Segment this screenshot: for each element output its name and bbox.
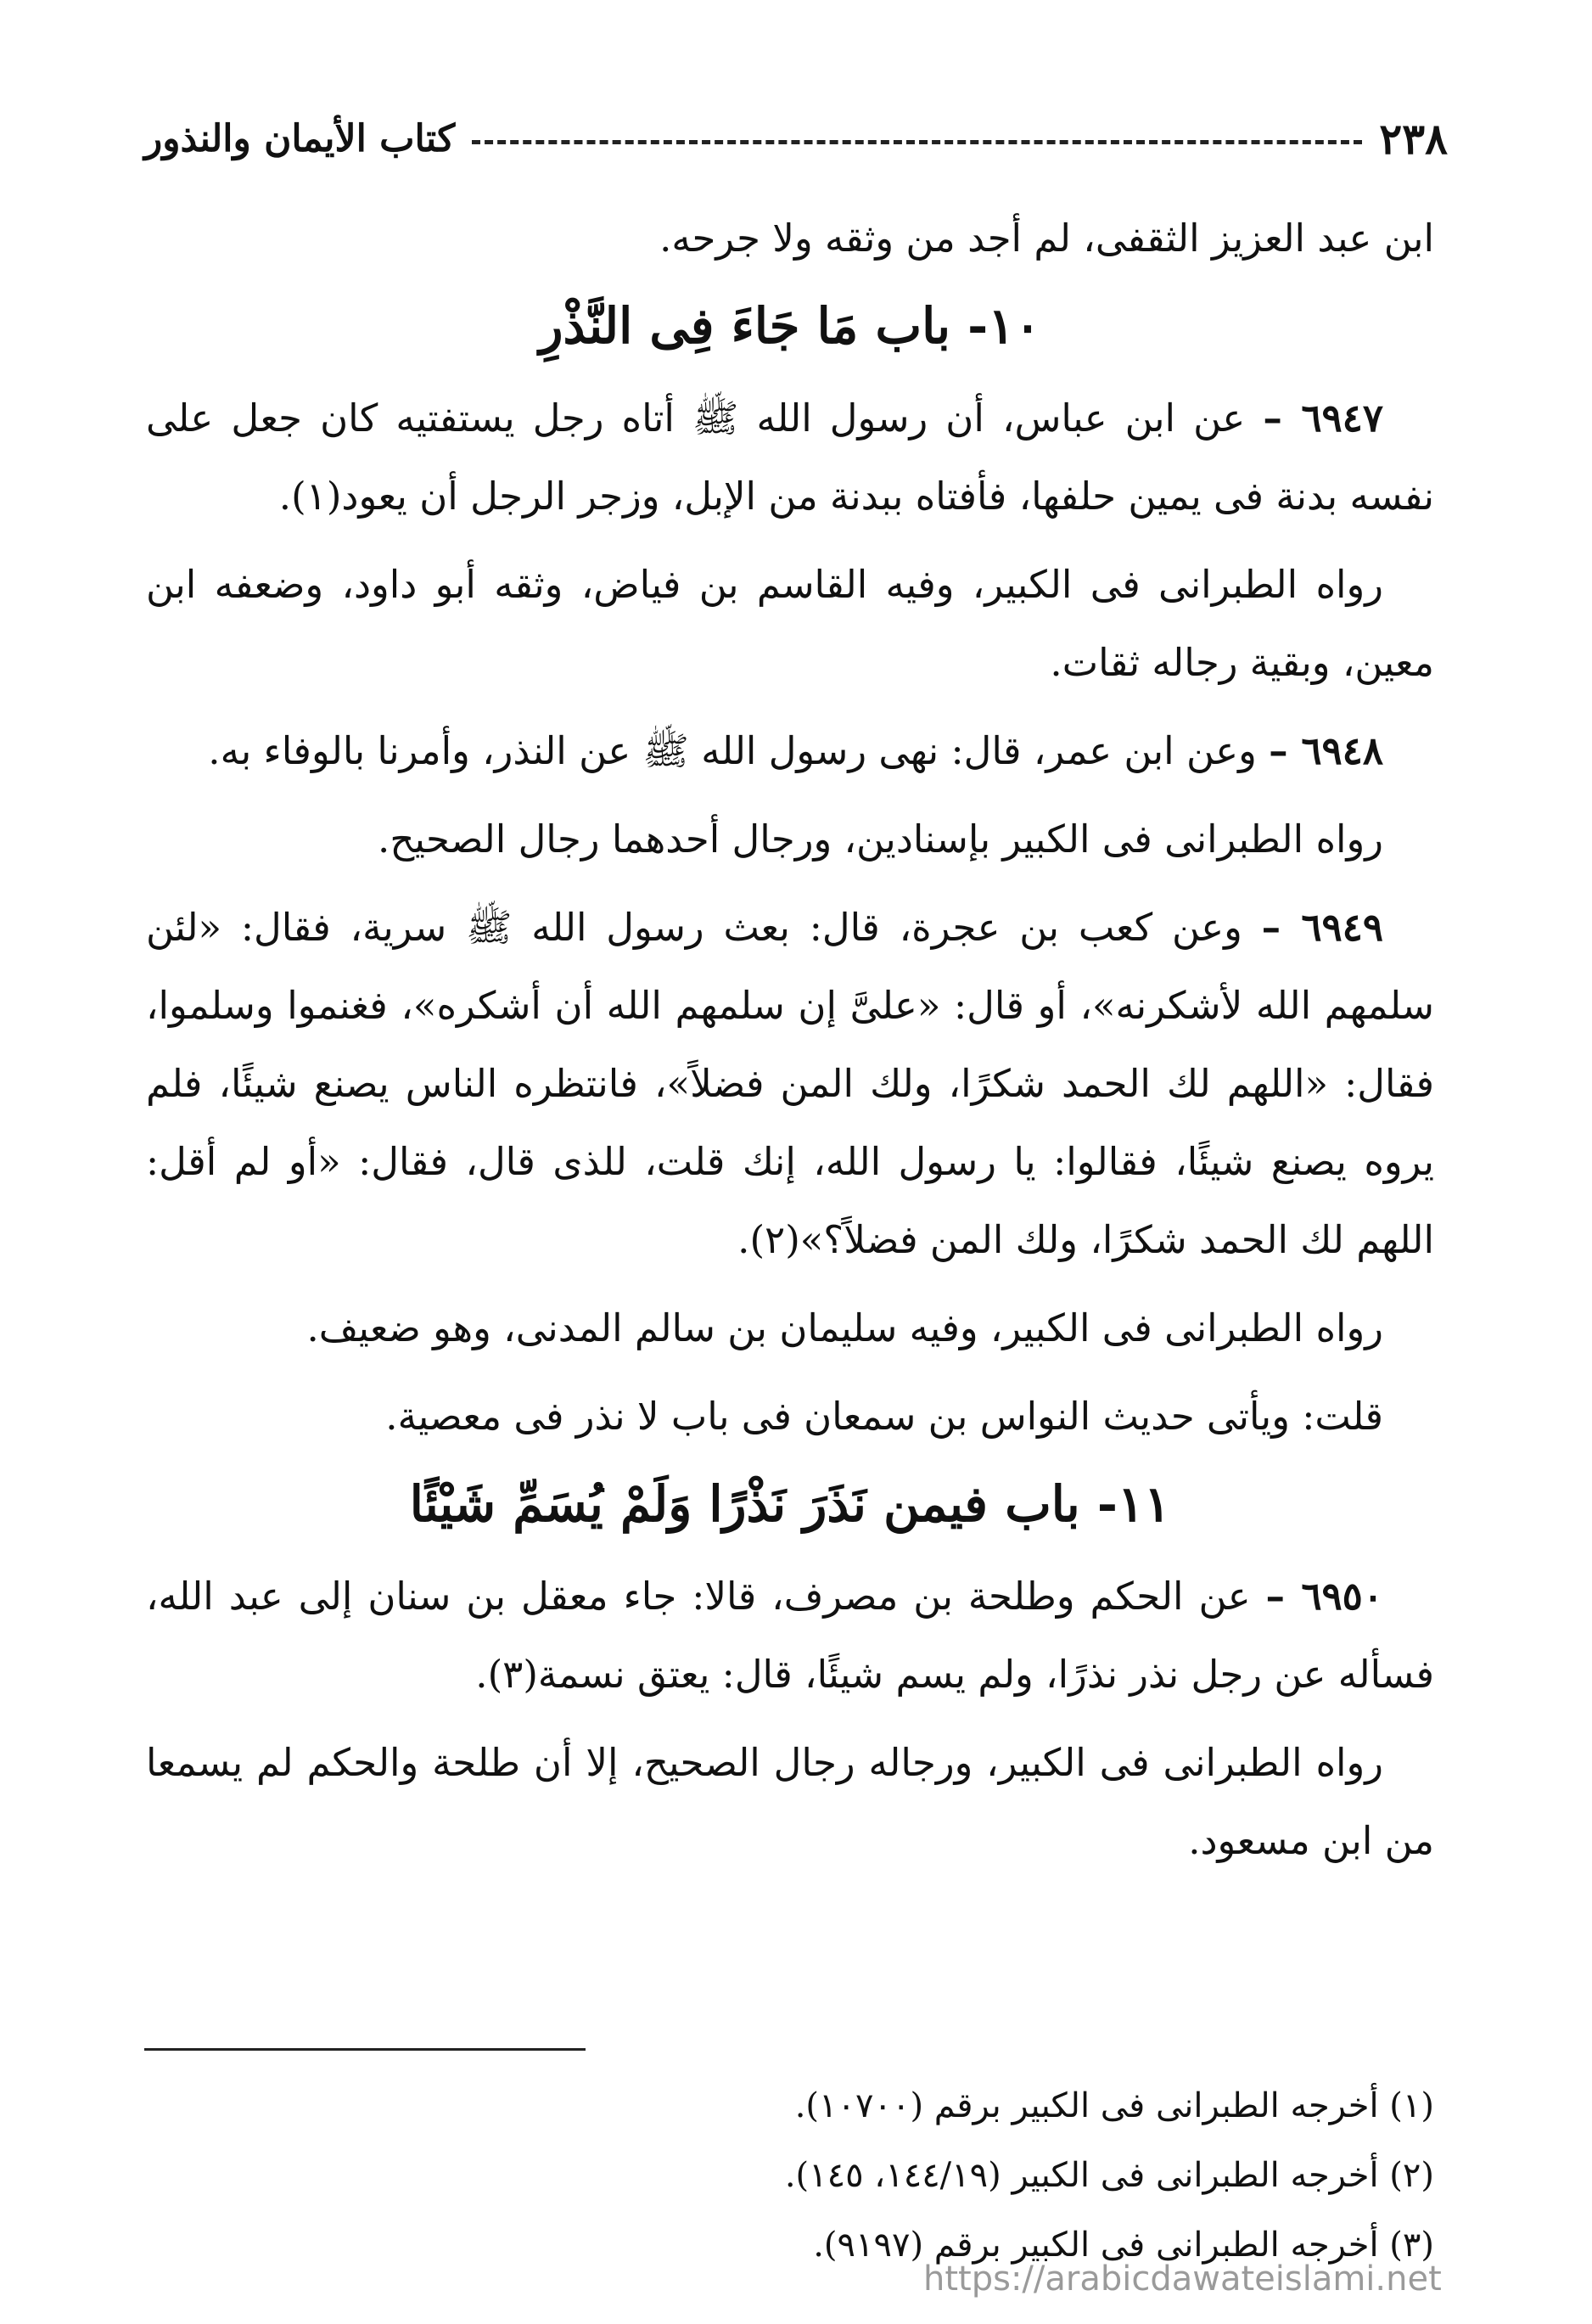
hadith-6950 (146, 1558, 1434, 1714)
narration-note-6950: رواه الطبرانى فى الكبير، ورجاله رجال الصحيح، إلا أن طلحة والحكم لم يسمعا من ابن مسعود. (146, 1740, 1434, 1863)
hadith-number: ٦٩٤٨ – (1269, 728, 1383, 773)
section-heading-11: ١١- باب فيمن نَذَرَ نَذْرًا وَلَمْ يُسَمِّ شَيْئًا (409, 1475, 1171, 1533)
footnotes (144, 2071, 1434, 2280)
narration-note-6948: رواه الطبرانى فى الكبير بإسنادين، ورجال أحدهما رجال الصحيح. (378, 817, 1383, 862)
hadith-text: وعن ابن عمر، قال: نهى رسول الله ﷺ عن النذر، وأمرنا بالوفاء به. (208, 728, 1257, 773)
hadith-number: ٦٩٤٩ – (1261, 905, 1384, 950)
page-number: ٢٣٨ (1379, 113, 1448, 164)
hadith-6949 (146, 889, 1434, 1279)
hadith-6948 (146, 712, 1434, 790)
page-header (144, 100, 1448, 177)
footnote-2: (٢) أخرجه الطبرانى فى الكبير (١٤٤/١٩، ١٤٥). (784, 2156, 1434, 2195)
hadith-text: عن الحكم وطلحة بن مصرف، قالا: جاء معقل بن سنان إلى عبد الله، فسأله عن رجل نذر نذرًا، ولم يسم شيئًا، قال: يعتق نسمة(٣). (146, 1574, 1434, 1697)
main-text (146, 199, 1434, 1890)
watermark-url: https://arabicdawateislami.net (923, 2259, 1442, 2299)
running-title: كتاب الأيمان والنذور (144, 116, 456, 160)
hadith-6947 (146, 379, 1434, 536)
hadith-text: عن ابن عباس، أن رسول الله ﷺ أتاه رجل يستفتيه كان جعل على نفسه بدنة فى يمين حلفها، فأفتاه ببدنة من الإبل، وزجر الرجل أن يعود(١). (146, 396, 1434, 519)
header-dashed-rule (472, 140, 1362, 144)
hadith-text: وعن كعب بن عجرة، قال: بعث رسول الله ﷺ سرية، فقال: «لئن سلمهم الله لأشكرنه»، أو قال: «علىَّ إن سلمهم الله أن أشكره»، فغنموا وسلموا، فقال: «اللهم لك الحمد شكرًا، ولك المن فضلاً»، فانتظره الناس يصنع شيئًا، فلم يروه يصنع شيئًا، فقالوا: يا رسول الله، إنك قلت، للذى قال، فقال: «أو لم أقل: اللهم لك الحمد شكرًا، ولك المن فضلاً؟»(٢). (146, 905, 1434, 1262)
hadith-number: ٦٩٤٧ – (1263, 396, 1383, 441)
footnote-1: (١) أخرجه الطبرانى فى الكبير برقم (١٠٧٠٠). (794, 2086, 1434, 2125)
narration-note-6949: رواه الطبرانى فى الكبير، وفيه سليمان بن سالم المدنى، وهو ضعيف. (306, 1305, 1383, 1350)
section-heading-10: ١٠- باب مَا جَاءَ فِى النَّذْرِ (539, 297, 1041, 355)
hadith-number: ٦٩٥٠ – (1265, 1574, 1383, 1619)
editor-remark: قلت: ويأتى حديث النواس بن سمعان فى باب لا نذر فى معصية. (385, 1394, 1383, 1439)
narration-note-6947: رواه الطبرانى فى الكبير، وفيه القاسم بن فياض، وثقه أبو داود، وضعفه ابن معين، وبقية رجاله ثقات. (146, 562, 1434, 685)
footnote-separator (144, 2048, 586, 2051)
footnote-3: (٣) أخرجه الطبرانى فى الكبير برقم (٩١٩٧). (813, 2226, 1434, 2265)
intro-paragraph: ابن عبد العزيز الثقفى، لم أجد من وثقه ولا جرحه. (659, 216, 1434, 261)
